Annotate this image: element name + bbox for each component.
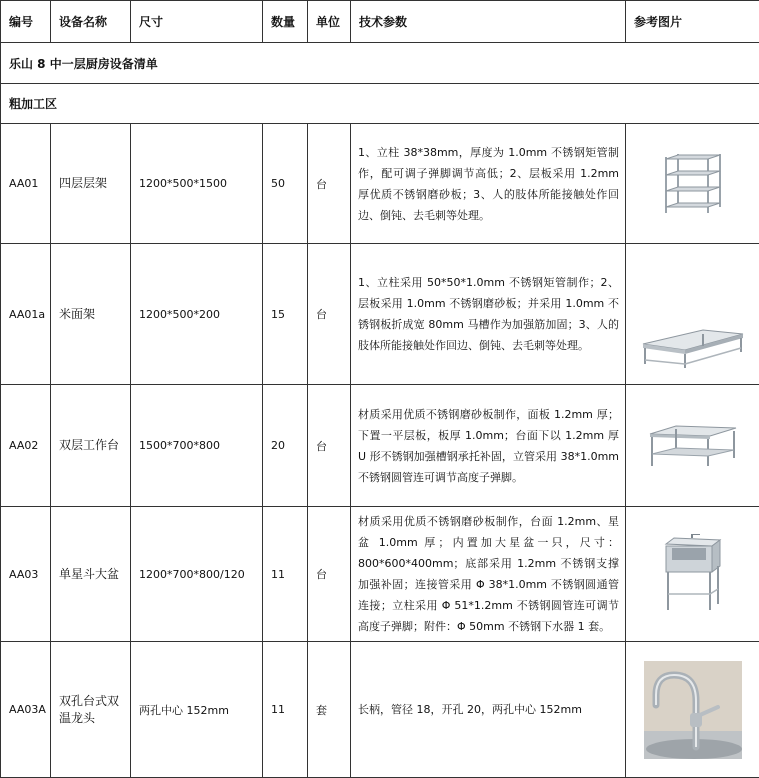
single-sink-icon <box>662 534 724 614</box>
table-row <box>1 124 759 244</box>
header-name: 设备名称 <box>51 1 131 43</box>
row-name: 双孔台式双温龙头 <box>51 642 131 778</box>
row-unit: 台 <box>308 385 351 507</box>
row-unit: 台 <box>308 124 351 244</box>
row-image <box>626 244 759 385</box>
row-image <box>626 385 759 507</box>
four-tier-shelf-icon <box>660 153 726 215</box>
header-row <box>1 1 759 43</box>
row-image <box>626 124 759 244</box>
row-unit: 套 <box>308 642 351 778</box>
table-row <box>1 642 759 778</box>
row-name: 双层工作台 <box>51 385 131 507</box>
double-layer-worktable-icon <box>648 424 738 468</box>
row-name: 单星斗大盆 <box>51 507 131 642</box>
low-platform-rack-icon <box>641 318 745 370</box>
row-image <box>626 642 759 778</box>
row-qty: 50 <box>263 124 308 244</box>
row-qty: 11 <box>263 642 308 778</box>
header-qty: 数量 <box>263 1 308 43</box>
row-code: AA02 <box>1 385 51 507</box>
faucet-photo-icon <box>644 661 742 759</box>
row-unit: 台 <box>308 244 351 385</box>
row-size: 1200*700*800/120 <box>131 507 263 642</box>
row-code: AA01 <box>1 124 51 244</box>
row-spec: 1、立柱 38*38mm，厚度为 1.0mm 不锈钢矩管制作，配可调子弹脚调节高低；2、层板采用 1.2mm 厚优质不锈钢磨砂板；3、人的肢体所能接触处作回边、倒钝、去毛刺等处理。 <box>351 124 626 244</box>
row-qty: 11 <box>263 507 308 642</box>
table-row <box>1 385 759 507</box>
row-size: 1200*500*200 <box>131 244 263 385</box>
row-size: 两孔中心 152mm <box>131 642 263 778</box>
row-size: 1200*500*1500 <box>131 124 263 244</box>
table-row <box>1 507 759 642</box>
row-spec: 材质采用优质不锈钢磨砂板制作，面板 1.2mm 厚；下置一平层板，板厚 1.0mm；台面下以 1.2mm 厚 U 形不锈钢加强槽钢承托补固，立管采用 38*1.0mm 不锈钢圆管连可调节高度子弹脚。 <box>351 385 626 507</box>
header-unit: 单位 <box>308 1 351 43</box>
row-spec: 材质采用优质不锈钢磨砂板制作，台面 1.2mm、星盆 1.0mm 厚；内置加大星盆一只，尺寸：800*600*400mm；底部采用 1.2mm 不锈钢支撑加强补固；连接管采用 Φ 38*1.0mm 不锈钢圆通管连接；立柱采用 Φ 51*1.2mm 不锈钢圆管连可调节高度子弹脚；附件：Φ 50mm 不锈钢下水器 1 套。 <box>351 507 626 642</box>
row-spec: 1、立柱采用 50*50*1.0mm 不锈钢矩管制作；2、层板采用 1.0mm 不锈钢磨砂板；并采用 1.0mm 不锈钢板折成宽 80mm 马槽作为加强筋加固；3、人的肢体所能接触处作回边、倒钝、去毛刺等处理。 <box>351 244 626 385</box>
row-code: AA03 <box>1 507 51 642</box>
row-name: 四层层架 <box>51 124 131 244</box>
row-qty: 15 <box>263 244 308 385</box>
row-name: 米面架 <box>51 244 131 385</box>
section-row <box>1 84 759 124</box>
header-image: 参考图片 <box>626 1 759 43</box>
row-code: AA03A <box>1 642 51 778</box>
row-code: AA01a <box>1 244 51 385</box>
header-spec: 技术参数 <box>351 1 626 43</box>
header-size: 尺寸 <box>131 1 263 43</box>
list-title-row <box>1 43 759 84</box>
row-qty: 20 <box>263 385 308 507</box>
row-size: 1500*700*800 <box>131 385 263 507</box>
header-code: 编号 <box>1 1 51 43</box>
row-spec: 长柄，管径 18，开孔 20，两孔中心 152mm <box>351 642 626 778</box>
row-unit: 台 <box>308 507 351 642</box>
section-title: 粗加工区 <box>1 84 759 124</box>
row-image <box>626 507 759 642</box>
table-row <box>1 244 759 385</box>
list-title: 乐山 8 中一层厨房设备清单 <box>1 43 759 84</box>
